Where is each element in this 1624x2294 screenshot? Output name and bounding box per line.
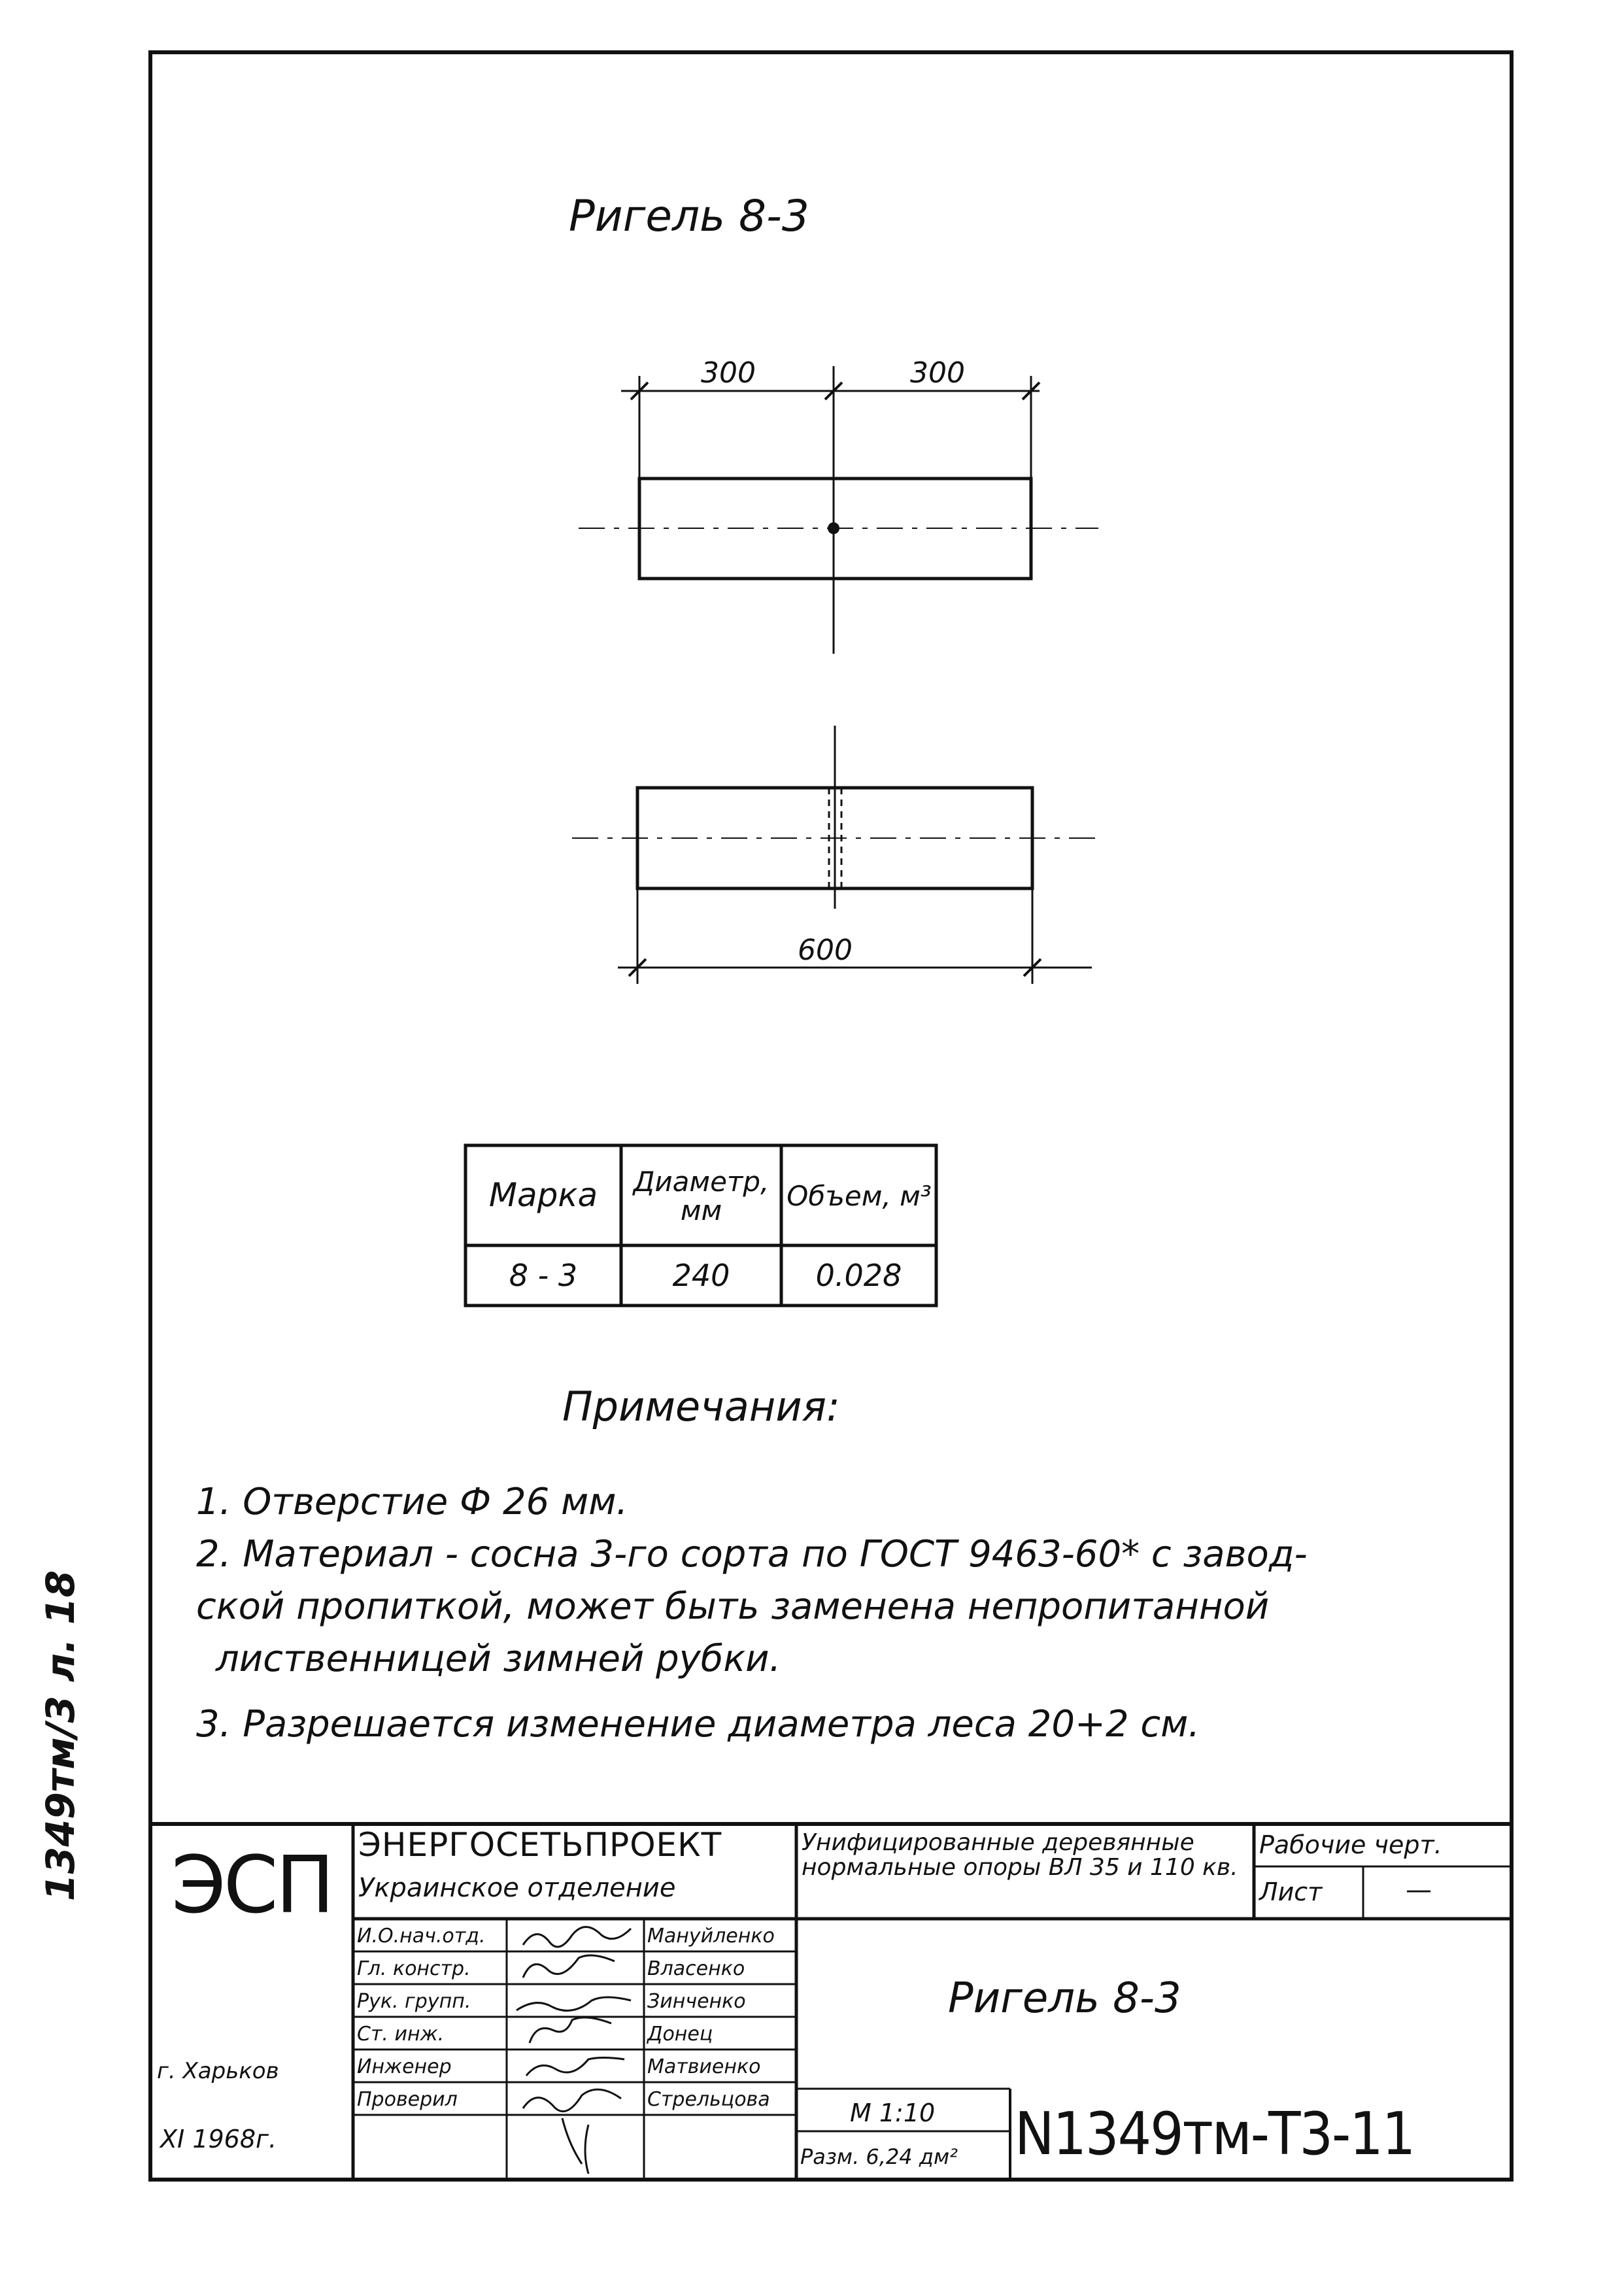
- name-label: Власенко: [647, 1957, 745, 1980]
- signature: [523, 1927, 631, 1948]
- document-number: N1349тм-Т3-11: [1015, 2100, 1415, 2168]
- signature: [526, 2058, 624, 2076]
- side-stamp: 1349тм/3 л. 18: [38, 1570, 84, 1902]
- name-label: Матвиенко: [647, 2055, 761, 2078]
- plan-view: [579, 366, 1098, 654]
- sheet-label: Лист: [1259, 1878, 1323, 1906]
- scale-label: М 1:10: [850, 2099, 936, 2127]
- role-label: И.О.нач.отд.: [357, 1925, 486, 1948]
- role-label: Рук. групп.: [357, 1990, 471, 2013]
- spec-header-mark: Марка: [488, 1176, 598, 1215]
- org-dept: Украинское отделение: [358, 1873, 676, 1903]
- role-label: Проверил: [357, 2088, 458, 2111]
- name-label: Стрельцова: [647, 2088, 770, 2111]
- sheet-title: Ригель 8-3: [948, 1974, 1181, 2023]
- sheet-value: —: [1406, 1875, 1432, 1905]
- note-line: ской пропиткой, может быть заменена непропитанной: [196, 1585, 1270, 1628]
- role-label: Ст. инж.: [357, 2023, 445, 2046]
- spec-header-volume: Объем, м³: [787, 1179, 932, 1212]
- date-label: XI 1968г.: [160, 2125, 277, 2153]
- name-label: Донец: [647, 2023, 713, 2046]
- project-description: Унифицированные деревянные нормальные опоры ВЛ 35 и 110 кв.: [802, 1829, 1238, 1881]
- signature: [523, 1955, 615, 1978]
- hole-mark: [828, 522, 839, 534]
- stage-label: Рабочие черт.: [1259, 1830, 1442, 1859]
- note-line: 2. Материал - сосна 3-го сорта по ГОСТ 9463-60* с завод-: [196, 1533, 1308, 1576]
- dimension-label-left: 300: [701, 356, 756, 390]
- dimension-label-right: 300: [910, 356, 965, 390]
- dimension-label-total: 600: [798, 934, 853, 967]
- city-label: г. Харьков: [157, 2058, 279, 2084]
- spec-cell-diameter: 240: [672, 1257, 730, 1293]
- spec-cell-volume: 0.028: [815, 1257, 902, 1293]
- spec-header-diameter: Диаметр, мм: [633, 1165, 770, 1226]
- signature: [516, 1997, 631, 2011]
- role-label: Инженер: [357, 2055, 452, 2078]
- org-logo: ЭСП: [171, 1840, 332, 1931]
- spec-cell-mark: 8 - 3: [509, 1257, 578, 1293]
- note-line: 3. Разрешается изменение диаметра леса 20+2 см.: [196, 1703, 1200, 1746]
- signature: [523, 2089, 621, 2174]
- org-name: ЭНЕРГОСЕТЬПРОЕКТ: [358, 1826, 722, 1864]
- size-label: Разм. 6,24 дм²: [800, 2144, 958, 2169]
- name-label: Зинченко: [647, 1990, 746, 2013]
- drawing-title: Ригель 8-3: [569, 191, 809, 241]
- note-line: 1. Отверстие Ф 26 мм.: [196, 1481, 628, 1523]
- note-line: лиственницей зимней рубки.: [216, 1638, 781, 1680]
- signature: [530, 2017, 611, 2043]
- role-label: Гл. констр.: [357, 1957, 471, 1980]
- name-label: Мануйленко: [647, 1925, 775, 1948]
- notes-title: Примечания:: [562, 1383, 840, 1430]
